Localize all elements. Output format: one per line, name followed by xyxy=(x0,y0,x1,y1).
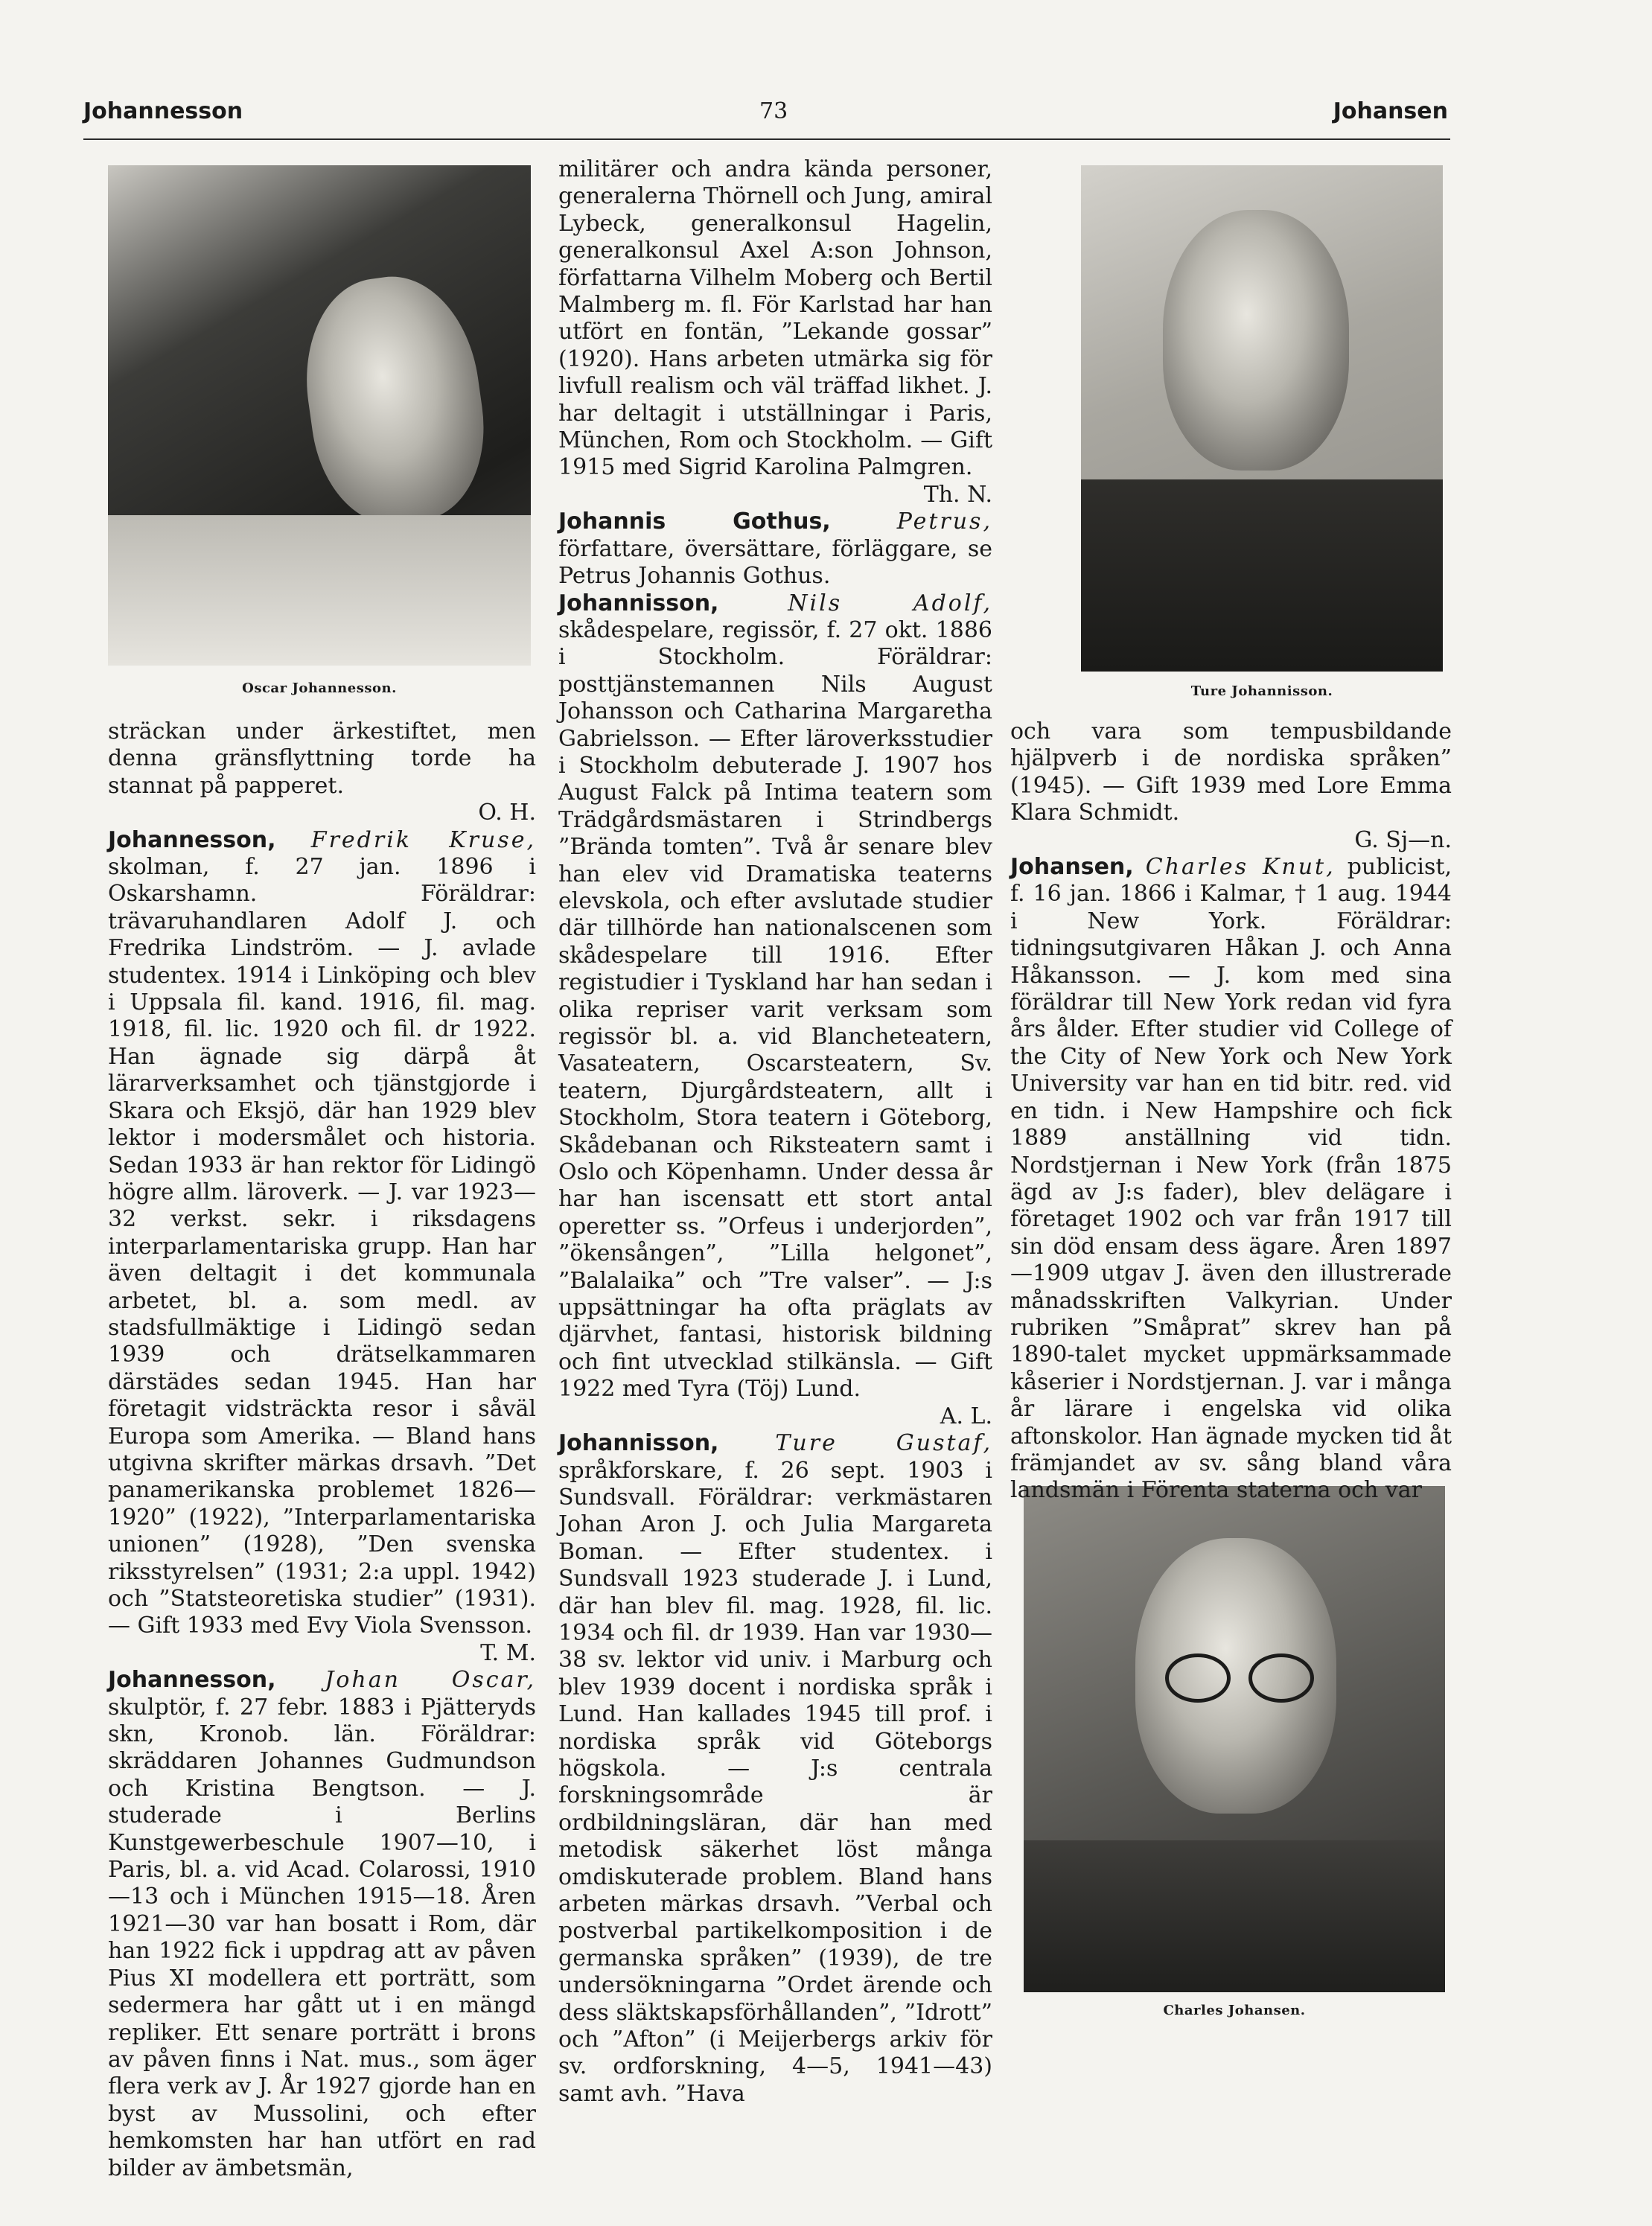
entry-text: skådespelare, regissör, f. 27 okt. 1886 i Stockholm. Föräldrar: posttjänstemannen Nils August Johansson och Catharina Margaretha Gabrielsson. — Efter läroverksstudier i Stockholm debuterade J. 1907 hos August Falck på Intima teatern som Trädgårdsmästaren i Strindbergs ”Brända tomten”. Två år senare blev han elev vid Dramatiska teaterns elevskola, och efter avslutade studier där tillhörde han nationalscenen som skådespelare till 1916. Efter registudier i Tyskland har han sedan i olika repriser varit verksam som regissör bl. a. vid Blancheteatern, Vasateatern, Oscarsteatern, Sv. teatern, Djurgårdsteatern, allt i Stockholm, Stora teatern i Göteborg, Skådebanan och Riksteatern samt i Oslo och Köpenhamn. Under dessa år har han iscensatt ett stort antal operetter ss. ”Orfeus i underjorden”, ”ökensången”, ”Lilla helgonet”, ”Balalaika” och ”Tre valser”. — J:s uppsättningar ha ofta präglats av djärvhet, fantasi, historisk bildning och fint utvecklad stilkänsla. — Gift 1922 med Tyra (Töj) Lund. xyxy=(558,616,992,1403)
given-names: Charles Knut, xyxy=(1145,854,1336,881)
given-names: Petrus, xyxy=(896,508,992,535)
column-3 xyxy=(1010,718,1452,1505)
author-signature: Th. N. xyxy=(923,481,992,508)
ture-portrait xyxy=(1081,165,1443,672)
column-1 xyxy=(108,718,536,2182)
entry-text: språkforskare, f. 26 sept. 1903 i Sundsvall. Föräldrar: verkmästaren Johan Aron J. och Julia Margareta Boman. — Efter studentex. i Sundsvall 1923 studerade J. i Lund, där han blev fil. mag. 1928, fil. lic. 1934 och fil. dr 1939. Han var 1930—38 sv. lektor vid univ. i Marburg och blev 1939 docent i nordiska språk i Lund. Han kallades 1945 till prof. i nordiska språk vid Göteborgs högskola. — J:s centrala forskningsområde är ordbildningsläran, där han med metodisk säkerhet löst många omdiskuterade problem. Bland hans arbeten märkas drsavh. ”Verbal och postverbal partikelkomposition i de germanska språken” (1939), de tre undersökningarna ”Ordet ärende och dess släktskapsförhållanden”, ”Idrott” och ”Afton” (i Meijerbergs arkiv för sv. ordforskning, 4—5, 1941—43) samt avh. ”Hava xyxy=(558,1457,992,2107)
given-names: Fredrik Kruse, xyxy=(310,826,536,853)
charles-portrait xyxy=(1024,1486,1445,1992)
entry-text: publicist, f. 16 jan. 1866 i Kalmar, † 1 aug. 1944 i New York. Föräldrar: tidningsutgivaren Håkan J. och Anna Håkansson. — J. kom med sina föräldrar till New York redan vid fyra års ålder. Efter studier vid College of the City of New York och New York University var han en tid bitr. red. vid en tidn. i New Hampshire och fick 1889 anställning vid tidn. Nordstjernan i New York (från 1875 ägd av J:s fader), blev delägare i företaget 1902 och var från 1917 till sin död ensam dess ägare. Åren 1897—1909 utgav J. även den illustrerade månadsskriften Valkyrian. Under rubriken ”Småprat” skrev han på 1890-talet mycket uppmärksammade kåserier i Nordstjernan. J. var i många år lärare i engelska vid olika aftonskolor. Han ägnade mycken tid åt främjandet av sv. sång bland våra landsmän i Förenta staterna och var xyxy=(1010,854,1452,1504)
author-signature: G. Sj—n. xyxy=(1354,826,1452,853)
header-rule xyxy=(83,138,1450,140)
glasses-icon xyxy=(1165,1653,1314,1698)
given-names: Nils Adolf, xyxy=(788,590,992,616)
entry-oscar xyxy=(108,1667,536,2182)
author-signature: A. L. xyxy=(940,1403,992,1429)
headword: Johannis Gothus, xyxy=(558,508,831,535)
entry-fredrik xyxy=(108,827,536,1668)
entry-charles xyxy=(1010,854,1452,1505)
headword: Johansen, xyxy=(1010,854,1134,881)
continuation-paragraph xyxy=(1010,718,1452,854)
author-signature: O. H. xyxy=(478,800,536,826)
charles-caption: Charles Johansen. xyxy=(1163,2003,1306,2018)
author-signature: T. M. xyxy=(480,1639,536,1666)
running-head-right: Johansen xyxy=(1333,98,1448,124)
entry-text: skulptör, f. 27 febr. 1883 i Pjätteryds skn, Kronob. län. Föräldrar: skräddaren Johannes Gudmundson och Kristina Bengtson. — J. studerade i Berlins Kunstgewerbeschule 1907—10, i Paris, bl. a. vid Acad. Colarossi, 1910—13 och i München 1915—18. Åren 1921—30 var han bosatt i Rom, där han 1922 fick i uppdrag att av påven Pius XI modellera ett porträtt, som sedermera har gått ut i en mängd repliker. Ett senare porträtt i brons av påven finns i Nat. mus., som äger flera verk av J. År 1927 gjorde han en byst av Mussolini, och efter hemkomsten har han utfört en rad bilder av ämbetsmän, xyxy=(108,1694,536,2181)
headword: Johannisson, xyxy=(558,1430,719,1457)
headword: Johannisson, xyxy=(558,590,719,616)
continuation-paragraph xyxy=(108,718,536,827)
page-number: 73 xyxy=(759,98,788,124)
ture-caption: Ture Johannisson. xyxy=(1190,683,1333,699)
headword: Johannesson, xyxy=(108,826,276,853)
body-text: sträckan under ärkestiftet, men denna gränsflyttning torde ha stannat på papperet. xyxy=(108,718,536,799)
oscar-portrait xyxy=(108,165,531,666)
given-names: Johan Oscar, xyxy=(325,1667,536,1694)
oscar-caption: Oscar Johannesson. xyxy=(242,680,397,696)
entry-gothus xyxy=(558,508,992,590)
running-head-left: Johannesson xyxy=(83,98,243,124)
column-2 xyxy=(558,156,992,2108)
entry-text: skolman, f. 27 jan. 1896 i Oskarshamn. Föräldrar: trävaruhandlaren Adolf J. och Fredrika Lindström. — J. avlade studentex. 1914 i Linköping och blev i Uppsala fil. kand. 1916, fil. mag. 1918, fil. lic. 1920 och fil. dr 1922. Han ägnade sig därpå åt lärarverksamhet och tjänstgjorde i Skara och Eksjö, där han 1929 blev lektor i modersmålet och historia. Sedan 1933 är han rektor för Lidingö högre allm. läroverk. — J. var 1923—32 verkst. sekr. i riksdagens interparlamentariska grupp. Han har även deltagit i det kommunala arbetet, bl. a. som medl. av stadsfullmäktige i Lidingö sedan 1939 och drätselkammaren därstädes sedan 1945. Han har företagit vidsträckta resor i såväl Europa som Amerika. — Bland hans utgivna skrifter märkas drsavh. ”Det panamerikanska problemet 1826—1920” (1922), ”Interparlamentariska unionen” (1928), ”Den svenska riksstyrelsen” (1931; 2:a uppl. 1942) och ”Statsteoretiska studier” (1931). — Gift 1933 med Evy Viola Svensson. xyxy=(108,854,536,1639)
entry-text: författare, översättare, förläggare, se Petrus Johannis Gothus. xyxy=(558,535,992,590)
continuation-paragraph xyxy=(558,156,992,508)
entry-nils xyxy=(558,590,992,1431)
headword: Johannesson, xyxy=(108,1667,276,1694)
given-names: Ture Gustaf, xyxy=(775,1430,992,1457)
body-text: militärer och andra kända personer, generalerna Thörnell och Jung, amiral Lybeck, generalkonsul Hagelin, generalkonsul Axel A:son Johnson, författarna Vilhelm Moberg och Bertil Malmberg m. fl. För Karlstad har han utfört en fontän, ”Lekande gossar” (1920). Hans arbeten utmärka sig för livfull realism och väl träffad likhet. J. har deltagit i utställningar i Paris, München, Rom och Stockholm. — Gift 1915 med Sigrid Karolina Palmgren. xyxy=(558,156,992,481)
entry-ture xyxy=(558,1430,992,2108)
body-text: och vara som tempusbildande hjälpverb i de nordiska språken” (1945). — Gift 1939 med Lore Emma Klara Schmidt. xyxy=(1010,718,1452,826)
